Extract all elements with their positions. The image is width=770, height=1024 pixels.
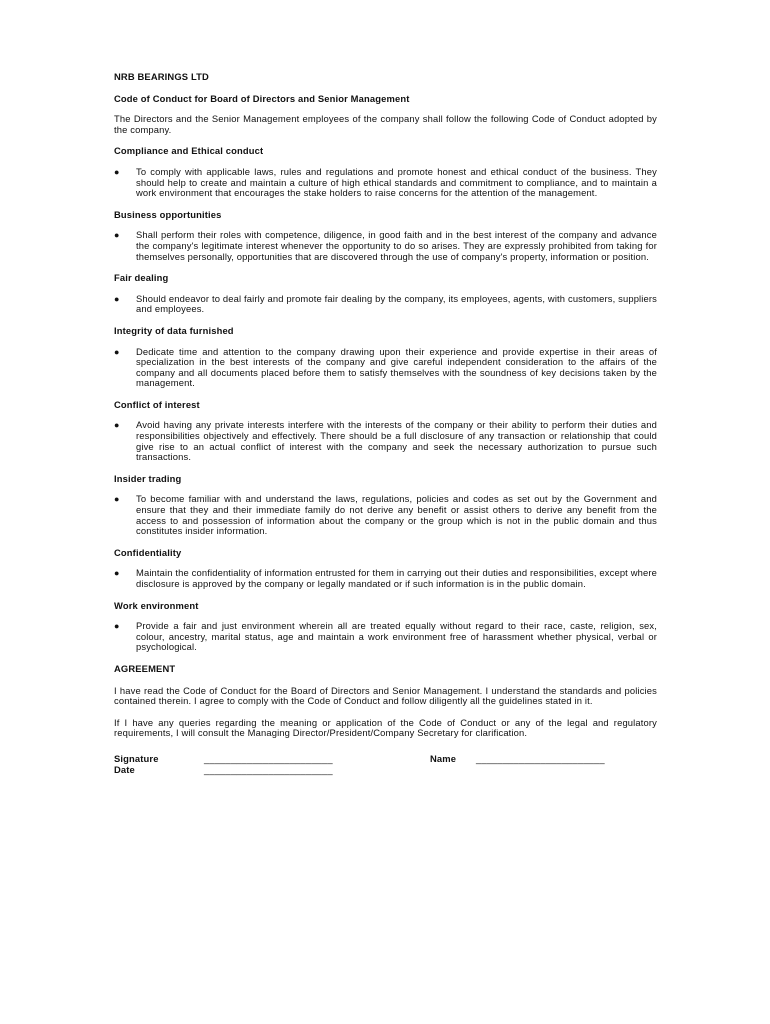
list-item — [114, 621, 657, 653]
section-heading: Confidentiality — [114, 546, 182, 558]
agreement-paragraph-1: I have read the Code of Conduct for the Board of Directors and Senior Management. I understand the standards and policies contained therein. I agree to comply with the Code of Conduct and follow diligently all the guidelines stated in it. — [114, 684, 657, 707]
agreement-heading: AGREEMENT — [114, 662, 176, 674]
agreement-paragraph-2: If I have any queries regarding the meaning or application of the Code of Conduct or any of the legal and regulatory requirements, I will consult the Managing Director/President/Company Secretary for clarification. — [114, 716, 657, 739]
section-compliance — [114, 146, 657, 198]
bullet-icon: ● — [114, 621, 120, 632]
document-page — [114, 68, 657, 776]
list-item — [114, 294, 657, 315]
bullet-icon: ● — [114, 494, 120, 505]
section-text: To become familiar with and understand the laws, regulations, policies and codes as set out by the Government and ensure that they and their immediate family do not derive any benefit or assist others to derive any benefit from the access to and possession of information about the company or the group which is not in the public domain and thus constitutes insider information. — [136, 493, 657, 537]
name-label: Name — [430, 752, 457, 764]
signature-label: Signature — [114, 752, 159, 764]
section-text: Dedicate time and attention to the company drawing upon their experience and provide expertise in their areas of specialization in the best interests of the company and give careful independent consideration to the affairs of the company and all documents placed before them to satisfy themselves with the soundness of key decisions taken by the management. — [136, 345, 657, 389]
section-heading: Compliance and Ethical conduct — [114, 145, 264, 157]
section-heading: Business opportunities — [114, 208, 222, 220]
list-item — [114, 494, 657, 536]
list-item — [114, 568, 657, 589]
company-name: NRB BEARINGS LTD — [114, 71, 209, 82]
section-text: Shall perform their roles with competence, diligence, in good faith and in the best interest of the company and advance the company's legitimate interest whenever the opportunity to do so arises. They are expressly prohibited from taking for themselves personally, opportunities that are discovered through the use of company's property, information or position. — [136, 229, 657, 262]
section-heading: Integrity of data furnished — [114, 324, 234, 336]
bullet-icon: ● — [114, 166, 120, 177]
section-text: Provide a fair and just environment wherein all are treated equally without regard to their race, caste, religion, sex, colour, ancestry, marital status, age and maintain a work environment free of harassment whether physical, verbal or psychological. — [136, 620, 657, 653]
section-text: Avoid having any private interests interfere with the interests of the company or their ability to perform their duties and responsibilities objectively and effectively. There should be a full disclosure of any transaction or relationship that could give rise to an actual conflict of interest with the company and seek the necessary authorization to pursue such transactions. — [136, 419, 657, 463]
date-row — [114, 765, 657, 776]
bullet-icon: ● — [114, 568, 120, 579]
bullet-icon: ● — [114, 293, 120, 304]
list-item — [114, 167, 657, 199]
list-item — [114, 420, 657, 462]
section-conflict-of-interest — [114, 400, 657, 463]
section-confidentiality — [114, 548, 657, 590]
bullet-icon: ● — [114, 346, 120, 357]
signature-line[interactable]: ________________________ — [204, 752, 333, 764]
date-label: Date — [114, 763, 135, 775]
signature-row — [114, 754, 657, 765]
date-line[interactable]: ________________________ — [204, 763, 333, 775]
bullet-icon: ● — [114, 420, 120, 431]
section-text: Should endeavor to deal fairly and promote fair dealing by the company, its employees, agents, with customers, suppliers and employees. — [136, 292, 657, 315]
section-heading: Fair dealing — [114, 272, 169, 284]
list-item — [114, 230, 657, 262]
section-business-opportunities — [114, 210, 657, 262]
section-text: Maintain the confidentiality of information entrusted for them in carrying out their duties and responsibilities, except where disclosure is approved by the company or legally mandated or if such information is in the public domain. — [136, 567, 657, 589]
bullet-icon: ● — [114, 230, 120, 241]
name-line[interactable]: ________________________ — [476, 752, 605, 764]
section-work-environment — [114, 601, 657, 653]
section-integrity — [114, 326, 657, 389]
signature-block — [114, 754, 657, 776]
section-insider-trading — [114, 474, 657, 537]
document-title: Code of Conduct for Board of Directors and Senior Management — [114, 92, 410, 104]
intro-paragraph: The Directors and the Senior Management employees of the company shall follow the following Code of Conduct adopted by the company. — [114, 113, 657, 135]
section-fair-dealing — [114, 273, 657, 315]
section-heading: Insider trading — [114, 472, 182, 484]
section-heading: Work environment — [114, 599, 199, 611]
section-heading: Conflict of interest — [114, 398, 200, 410]
section-text: To comply with applicable laws, rules and regulations and promote honest and ethical conduct of the business. They should help to create and maintain a culture of high ethical standards and commitment to compliance, and to maintain a work environment that encourages the stake holders to raise concerns for the attention of the management. — [136, 165, 657, 199]
list-item — [114, 347, 657, 389]
